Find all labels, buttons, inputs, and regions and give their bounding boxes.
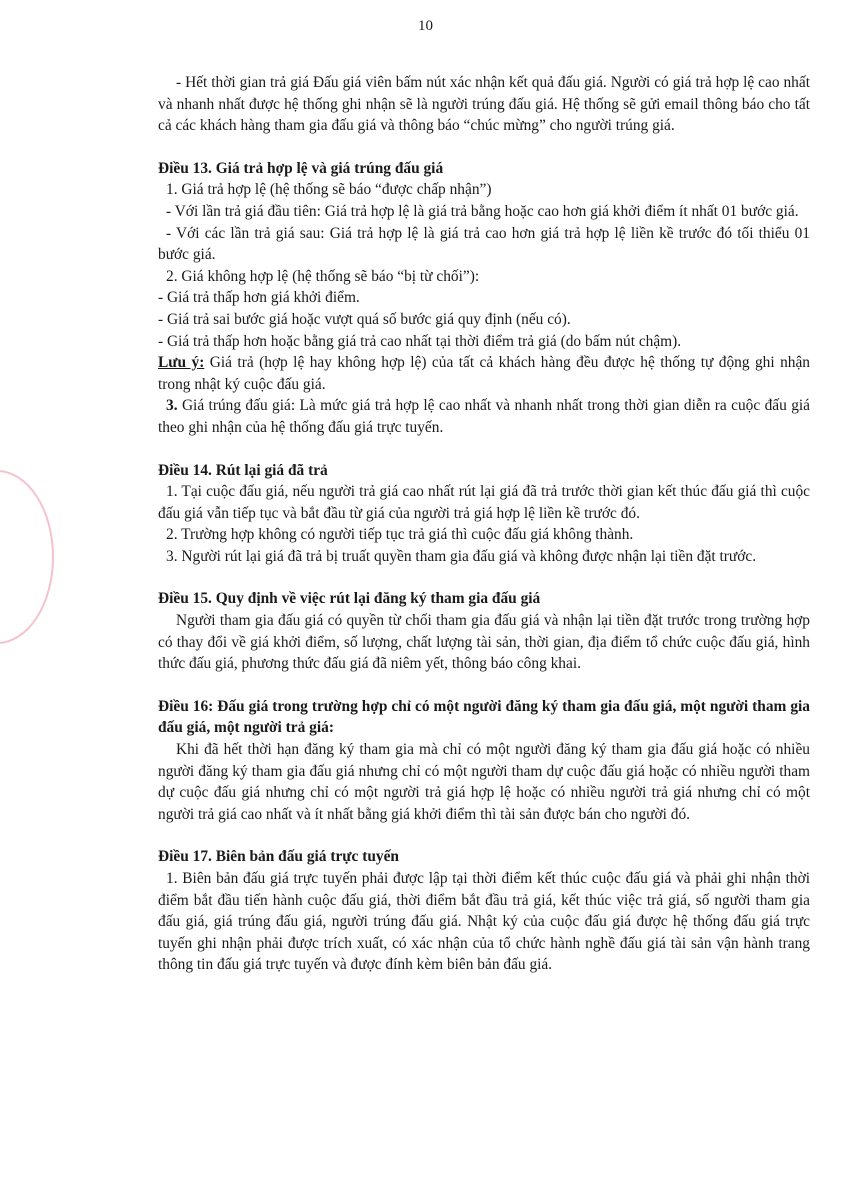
article-14-item-1: 1. Tại cuộc đấu giá, nếu người trả giá cao nhất rút lại giá đã trả trước thời gian kết thúc đấu giá thì cuộc đấu giá vẫn tiếp tục và bắt đầu từ giá của người trả giá hợp lệ liền kề trước đó. xyxy=(158,483,810,522)
article-13-note xyxy=(158,352,810,395)
article-15-heading: Điều 15. Quy định về việc rút lại đăng ký tham gia đấu giá xyxy=(158,590,541,608)
article-13-heading: Điều 13. Giá trả hợp lệ và giá trúng đấu giá xyxy=(158,159,444,177)
page-number: 10 xyxy=(418,18,433,34)
article-15-body: Người tham gia đấu giá có quyền từ chối tham gia đấu giá và nhận lại tiền đặt trước trong trường hợp có thay đổi về giá khởi điểm, số lượng, chất lượng tài sản, thời gian, địa điểm tổ chức cuộc đấu giá, hình thức đấu giá, phương thức đấu giá đã niêm yết, thông báo công khai. xyxy=(158,612,810,673)
article-14-heading: Điều 14. Rút lại giá đã trả xyxy=(158,461,328,479)
item-3-text: Giá trúng đấu giá: Là mức giá trả hợp lệ cao nhất và nhanh nhất trong thời gian diễn ra cuộc đấu giá theo ghi nhận của hệ thống đấu giá trực tuyến. xyxy=(158,397,810,436)
article-13-item-2-b: - Giá trả sai bước giá hoặc vượt quá số bước giá quy định (nếu có). xyxy=(158,310,571,328)
item-3-number: 3. xyxy=(166,397,178,415)
article-13-item-2-a: - Giá trả thấp hơn giá khởi điểm. xyxy=(158,289,360,307)
document-body xyxy=(158,72,810,976)
article-13-item-2-c: - Giá trả thấp hơn hoặc bằng giá trả cao nhất tại thời điểm trả giá (do bấm nút chậm). xyxy=(158,332,682,350)
article-13-item-2: 2. Giá không hợp lệ (hệ thống sẽ báo “bị từ chối”): xyxy=(166,267,480,285)
article-13-item-1-b: - Với các lần trả giá sau: Giá trả hợp lệ là giá trả cao hơn giá trả hợp lệ liền kề trước đó tối thiểu 01 bước giá. xyxy=(158,224,810,264)
article-14-item-3: 3. Người rút lại giá đã trả bị truất quyền tham gia đấu giá và không được nhận lại tiền đặt trước. xyxy=(166,547,757,565)
note-label: Lưu ý: xyxy=(158,354,205,372)
article-13-item-1: 1. Giá trả hợp lệ (hệ thống sẽ báo “được chấp nhận”) xyxy=(166,181,492,199)
article-16-body: Khi đã hết thời hạn đăng ký tham gia mà chỉ có một người đăng ký tham gia đấu giá hoặc có nhiều người đăng ký tham gia đấu giá nhưng chỉ có một người tham dự cuộc đấu giá hoặc có nhiều người tham dự cuộc đấu giá nhưng chỉ có một người trả giá hợp lệ hoặc có nhiều người trả giá nhưng chỉ có một người trả giá cao nhất và ít nhất bằng giá khởi điểm thì tài sản được bán cho người đó. xyxy=(158,741,810,823)
article-17-heading: Điều 17. Biên bản đấu giá trực tuyến xyxy=(158,848,399,866)
note-text: Giá trả (hợp lệ hay không hợp lệ) của tất cả khách hàng đều được hệ thống tự động ghi nhận trong nhật ký cuộc đấu giá. xyxy=(158,354,811,393)
article-13-item-3 xyxy=(158,395,810,438)
article-16-heading: Điều 16: Đấu giá trong trường hợp chỉ có một người đăng ký tham gia đấu giá, một người tham gia đấu giá, một người trả giá: xyxy=(158,697,810,737)
article-14-item-2: 2. Trường hợp không có người tiếp tục trả giá thì cuộc đấu giá không thành. xyxy=(166,526,634,544)
intro-paragraph: - Hết thời gian trả giá Đấu giá viên bấm nút xác nhận kết quả đấu giá. Người có giá trả hợp lệ cao nhất và nhanh nhất được hệ thống ghi nhận sẽ là người trúng đấu giá. Hệ thống sẽ gửi email thông báo cho tất cả các khách hàng tham gia đấu giá và thông báo “chúc mừng” cho người trúng giá. xyxy=(158,74,810,135)
article-13-item-1-a: - Với lần trả giá đầu tiên: Giá trả hợp lệ là giá trả bằng hoặc cao hơn giá khởi điểm ít nhất 01 bước giá. xyxy=(166,202,799,220)
red-seal-stamp-icon xyxy=(0,470,54,644)
article-17-item-1: 1. Biên bản đấu giá trực tuyến phải được lập tại thời điểm kết thúc cuộc đấu giá và phải ghi nhận thời điểm bắt đầu tiến hành cuộc đấu giá, thời điểm bắt đầu trả giá, kết thúc việc trả giá, số người tham gia đấu giá, giá trúng đấu giá, người trúng đấu giá. Nhật ký của cuộc đấu giá được hệ thống đấu giá trực tuyến ghi nhận phải được trích xuất, có xác nhận của tổ chức hành nghề đấu giá tài sản vận hành trang thông tin đấu giá trực tuyến và được đính kèm biên bản đấu giá. xyxy=(158,870,810,974)
